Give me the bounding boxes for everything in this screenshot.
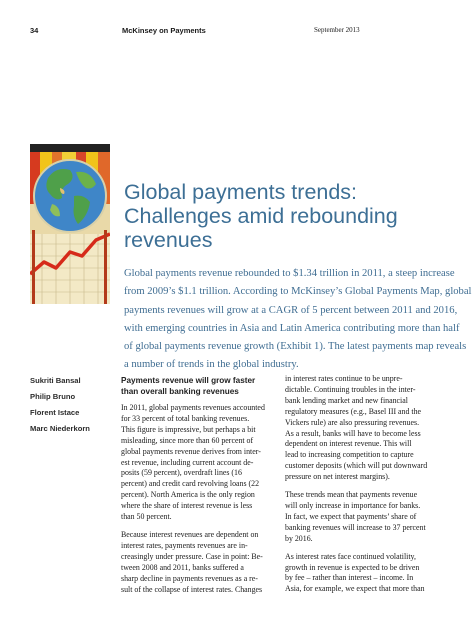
body-line: Because interest revenues are dependent on <box>121 529 259 539</box>
body-line: This figure is impressive, but perhaps a bit <box>121 424 256 434</box>
title-line: Global payments trends: <box>124 180 358 204</box>
body-paragraph <box>121 403 271 523</box>
body-line: creasingly under pressure. Case in point: Be- <box>121 551 263 561</box>
article-title <box>124 180 444 252</box>
body-line: lead to increasing competition to capture <box>285 450 414 460</box>
body-line: pressure on net interest margins). <box>285 472 390 482</box>
body-line: where the share of interest revenue is less <box>121 501 253 511</box>
intro-line: Global payments revenue rebounded to $1.34 trillion in 2011, a steep increase <box>124 268 455 279</box>
body-line: by fee – rather than interest – income. In <box>285 573 414 583</box>
body-column-1 <box>121 374 271 602</box>
body-line: percent) and credit card revolving loans (22 <box>121 479 260 489</box>
author-name: Sukriti Bansal <box>30 376 81 385</box>
body-line: interest rates, payments revenues are in- <box>121 540 248 550</box>
intro-line: with emerging countries in Asia and Latin America contributing more than half <box>124 322 460 334</box>
body-line: regulatory measures (e.g., Basel III and the <box>285 406 422 416</box>
body-paragraph <box>285 490 435 545</box>
body-line: banking revenues will increase to 37 percent <box>285 522 426 532</box>
body-line: In fact, we expect that payments’ share of <box>285 511 417 521</box>
body-line: Vickers rule) are also pressuring revenues. <box>285 417 420 427</box>
intro-line: from 2009’s $1.1 trillion. According to McKinsey’s Global Payments Map, global <box>124 286 472 298</box>
page-header <box>30 26 446 38</box>
intro-line: a number of trends in the global industry. <box>124 359 299 371</box>
publication-date: September 2013 <box>314 26 360 34</box>
body-line: These trends mean that payments revenue <box>285 490 418 500</box>
intro-line: of global payments revenue growth (Exhibit 1). The latest payments map reveals <box>124 341 467 353</box>
subheading-line: Payments revenue will grow faster <box>121 376 256 385</box>
publication-name: McKinsey on Payments <box>122 26 206 35</box>
body-line: by 2016. <box>285 533 313 543</box>
body-line: will only increase in importance for banks. <box>285 500 421 510</box>
body-line: percent). North America is the only region <box>121 490 255 500</box>
section-subheading <box>121 376 271 397</box>
body-paragraph <box>121 530 271 595</box>
body-line: As interest rates face continued volatility, <box>285 551 416 561</box>
author-name: Florent Istace <box>30 408 80 417</box>
body-line: tween 2008 and 2011, banks suffered a <box>121 562 244 572</box>
body-line: est revenue, including current account de- <box>121 457 254 467</box>
body-line: posits (59 percent), overdraft lines (16 <box>121 468 242 478</box>
body-line: than 50 percent. <box>121 512 172 522</box>
author-name: Marc Niederkorn <box>30 424 90 433</box>
title-line: Challenges amid rebounding <box>124 204 398 228</box>
body-line: growth in revenue is expected to be driven <box>285 562 420 572</box>
body-line: bank lending market and new financial <box>285 395 408 405</box>
body-paragraph <box>285 374 435 483</box>
author-name: Philip Bruno <box>30 392 76 401</box>
body-line: global payments revenue derives from inter- <box>121 446 261 456</box>
globe-illustration <box>30 144 110 304</box>
subheading-line: than overall banking revenues <box>121 386 239 396</box>
body-line: sharp decline in payments revenues as a re- <box>121 573 258 583</box>
body-line: As a result, banks will have to become less <box>285 428 421 438</box>
body-line: In 2011, global payments revenues accounted <box>121 403 265 412</box>
intro-line: payments revenues will grow at a CAGR of 5 percent between 2011 and 2016, <box>124 304 458 316</box>
body-column-2 <box>285 374 435 602</box>
body-paragraph <box>285 552 435 596</box>
globe-over-growth-chart-icon <box>30 144 110 304</box>
title-line: revenues <box>124 228 213 252</box>
article-intro <box>124 265 472 375</box>
body-line: Asia, for example, we expect that more than <box>285 584 425 594</box>
body-line: misleading, since more than 60 percent of <box>121 435 254 445</box>
body-line: for 33 percent of total banking revenues. <box>121 413 250 423</box>
body-line: dictable. Continuing troubles in the inter- <box>285 384 416 394</box>
body-line: customer deposits (which will put downward <box>285 461 428 471</box>
body-line: dependent on interest revenue. This will <box>285 439 412 449</box>
body-line: sult of the collapse of interest rates. Changes <box>121 584 263 594</box>
page-number: 34 <box>30 26 39 35</box>
author-list <box>30 376 110 440</box>
body-line: in interest rates continue to be unpre- <box>285 374 403 383</box>
